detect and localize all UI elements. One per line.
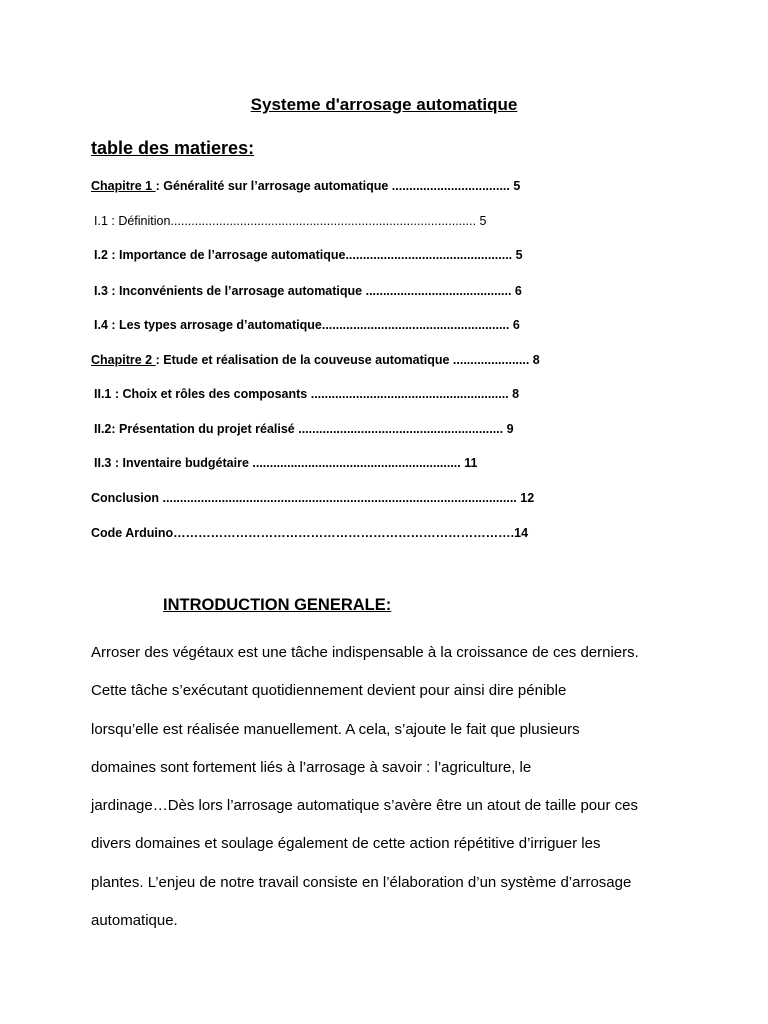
- toc-chapter-label: Chapitre 1: [91, 179, 156, 193]
- toc-entry-ii2: II.2: Présentation du projet réalisé ........................................................... 9: [94, 422, 514, 436]
- toc-entry-i1: I.1 : Définition........................................................................................ 5: [94, 214, 487, 228]
- toc-entry-chapitre-1: [91, 179, 520, 193]
- paragraph-line: domaines sont fortement liés à l’arrosage à savoir : l’agriculture, le: [91, 758, 532, 776]
- introduction-paragraph: [91, 634, 691, 940]
- toc-entry-ii1: II.1 : Choix et rôles des composants ......................................................... 8: [94, 387, 520, 401]
- paragraph-line: lorsqu’elle est réalisée manuellement. A cela, s’ajoute le fait que plusieurs: [91, 720, 580, 738]
- paragraph-line: jardinage…Dès lors l’arrosage automatique s’avère être un atout de taille pour ces: [91, 797, 638, 815]
- paragraph-line: Arroser des végétaux est une tâche indispensable à la croissance de ces derniers.: [91, 644, 639, 661]
- toc-entry-conclusion: Conclusion ...................................................................................................... 12: [91, 491, 535, 505]
- toc-heading: table des matieres:: [91, 138, 255, 158]
- paragraph-line: divers domaines et soulage également de cette action répétitive d’irriguer les: [91, 835, 601, 853]
- paragraph-line: Cette tâche s’exécutant quotidiennement devient pour ainsi dire pénible: [91, 682, 567, 700]
- toc-entry-ii3: II.3 : Inventaire budgétaire ............................................................ 11: [94, 456, 478, 470]
- paragraph-line: automatique.: [91, 912, 178, 930]
- paragraph-line: plantes. L’enjeu de notre travail consiste en l’élaboration d’un système d’arrosage: [91, 873, 632, 891]
- toc-entry-i3: I.3 : Inconvénients de l’arrosage automatique .......................................... 6: [94, 284, 522, 298]
- toc-chapter-label: Chapitre 2: [91, 353, 156, 367]
- toc-entry-i2: I.2 : Importance de l’arrosage automatique................................................ 5: [94, 248, 523, 262]
- toc-entry-text: : Généralité sur l’arrosage automatique .................................. 5: [155, 179, 521, 193]
- toc-entry-text: : Etude et réalisation de la couveuse automatique ...................... 8: [155, 353, 540, 367]
- toc-entry-i4: I.4 : Les types arrosage d’automatique...................................................... 6: [94, 318, 520, 332]
- document-title: Systeme d'arrosage automatique: [250, 95, 518, 114]
- toc-entry-chapitre-2: [91, 353, 540, 367]
- introduction-heading: INTRODUCTION GENERALE:: [163, 596, 392, 614]
- toc-entry-code-arduino: Code Arduino……………………………………………………………………….14: [91, 526, 529, 540]
